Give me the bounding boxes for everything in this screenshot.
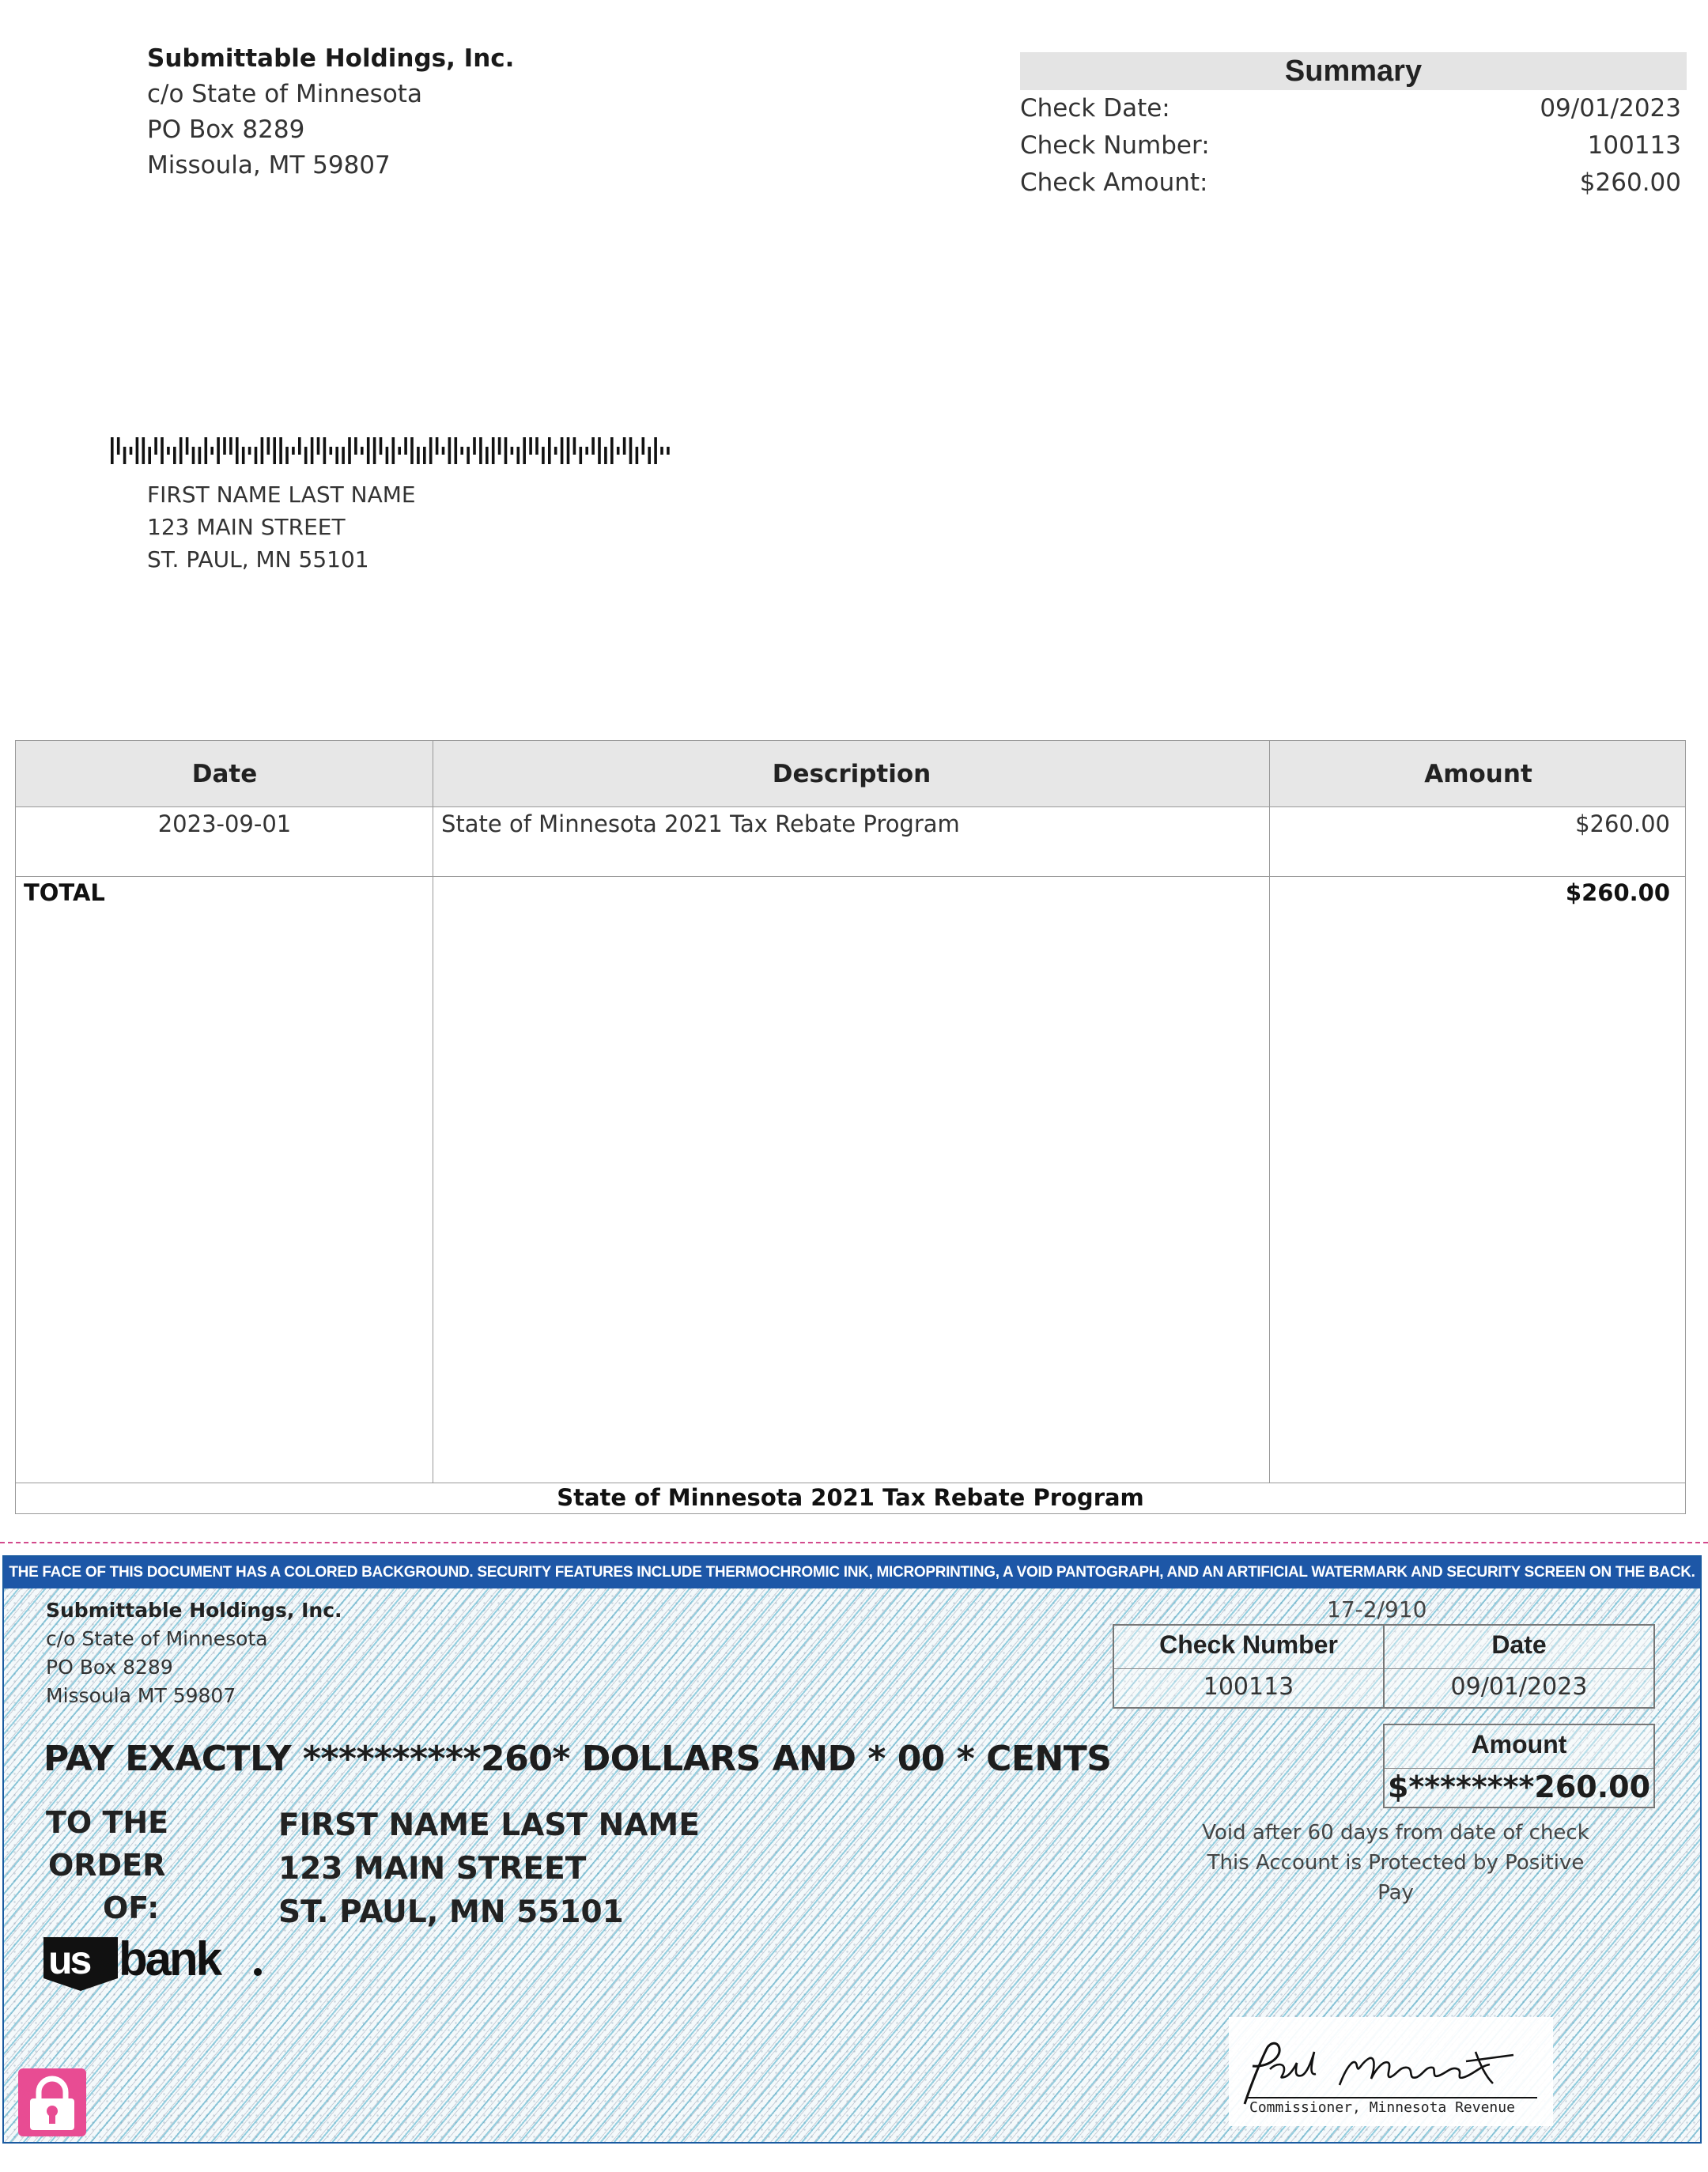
summary-panel [1020,52,1687,202]
check-amount-value: $********260.00 [1387,1770,1651,1804]
payee-street: 123 MAIN STREET [278,1851,587,1887]
void-notice: Void after 60 days from date of check [1202,1821,1589,1845]
check-sender-line3: Missoula MT 59807 [46,1684,236,1707]
lock-icon [18,2068,86,2136]
check-amount-box [1383,1724,1655,1808]
payee-name: FIRST NAME LAST NAME [278,1807,700,1843]
sender-name: Submittable Holdings, Inc. [147,44,515,73]
summary-label: Check Date: [1020,94,1170,123]
total-amount: $260.00 [1565,879,1670,906]
summary-row-date [1020,90,1687,127]
summary-label: Check Amount: [1020,168,1208,197]
svg-text:us: us [48,1938,90,1982]
bank-logo [42,1934,271,1993]
check [2,1555,1702,2144]
table-row-description: State of Minnesota 2021 Tax Rebate Program [441,810,960,837]
routing-fraction: 17-2/910 [1327,1596,1427,1622]
check-date-label: Date [1491,1630,1547,1659]
svg-text:bank: bank [119,1934,221,1985]
void-notice-block [1198,1818,1593,1908]
recipient-city: ST. PAUL, MN 55101 [147,546,369,572]
order-label: ORDER [48,1848,166,1883]
recipient-address [147,478,416,576]
summary-row-number [1020,127,1687,164]
check-number-label: Check Number [1159,1630,1338,1659]
barcode-icon [109,437,675,464]
summary-value: 100113 [1587,131,1681,160]
summary-title: Summary [1020,52,1687,90]
check-date-box [1383,1624,1655,1709]
to-the-label: TO THE [46,1805,169,1840]
check-sender-line2: PO Box 8289 [46,1656,173,1679]
table-row-date: 2023-09-01 [157,810,292,837]
payee-address [278,1804,700,1934]
column-header-date: Date [191,760,258,788]
perforation-line [0,1542,1708,1543]
payee-city: ST. PAUL, MN 55101 [278,1894,624,1930]
check-amount-label: Amount [1471,1730,1567,1758]
sender-line2: PO Box 8289 [147,115,305,144]
table-footer: State of Minnesota 2021 Tax Rebate Program [557,1484,1144,1511]
security-banner: THE FACE OF THIS DOCUMENT HAS A COLORED BACKGROUND. SECURITY FEATURES INCLUDE THERMOCHROMIC INK, MICROPRINTING, A VOID PANTOGRAPH, AND AN ARTIFICIAL WATERMARK AND SECURITY SCREEN ON THE BACK. [4,1557,1700,1588]
sender-line1: c/o State of Minnesota [147,80,422,108]
check-sender-line1: c/o State of Minnesota [46,1627,268,1650]
payment-table [15,740,1686,1514]
recipient-name: FIRST NAME LAST NAME [147,482,416,508]
summary-value: 09/01/2023 [1540,94,1681,123]
signature-caption: Commissioner, Minnesota Revenue [1249,2099,1515,2116]
check-number-value: 100113 [1203,1673,1294,1701]
summary-value: $260.00 [1579,168,1681,197]
sender-line3: Missoula, MT 59807 [147,151,391,179]
summary-row-amount [1020,164,1687,202]
check-sender-address [46,1596,342,1710]
column-header-description: Description [772,760,931,788]
sender-address [147,41,514,183]
positive-pay-notice: This Account is Protected by Positive Pay [1207,1851,1585,1905]
total-label: TOTAL [24,879,105,906]
table-row-amount: $260.00 [1575,810,1670,837]
summary-label: Check Number: [1020,131,1210,160]
check-date-value: 09/01/2023 [1450,1673,1588,1701]
recipient-street: 123 MAIN STREET [147,514,346,540]
pay-amount-words: PAY EXACTLY **********260* DOLLARS AND * 00 * CENTS [43,1739,1112,1779]
check-number-box [1113,1624,1385,1709]
check-sender-name: Submittable Holdings, Inc. [46,1599,342,1622]
column-header-amount: Amount [1424,760,1532,788]
of-label: OF: [103,1891,160,1925]
